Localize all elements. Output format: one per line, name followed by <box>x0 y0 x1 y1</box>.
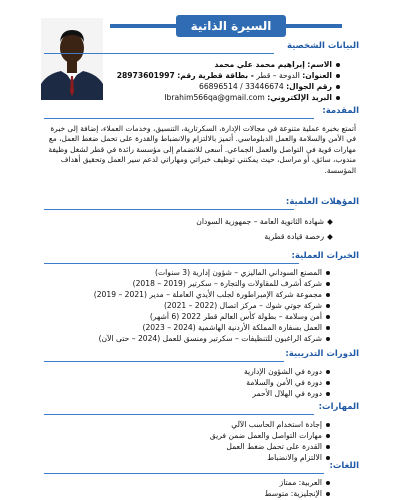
skills-item: القدرة على تحمل ضغط العمل <box>226 442 330 452</box>
title-banner <box>110 15 342 39</box>
experience-item: شركة جوتي شوك – مركز اتصال (2022 – 2021) <box>164 301 330 311</box>
section-intro <box>44 107 359 119</box>
language-item: العربية: ممتاز <box>280 478 330 488</box>
section-languages <box>44 462 359 474</box>
personal-name-row: الاسم: إبراهيم محمد علي محمد <box>215 60 340 70</box>
section-divider <box>44 118 314 119</box>
bullet-icon <box>326 271 330 275</box>
section-education <box>44 198 359 210</box>
personal-mobile-row: رقم الجوال: 33446674 / 66896514 <box>199 82 340 92</box>
skills-item: إجادة استخدام الحاسب الآلي <box>231 420 330 430</box>
training-item: دورة في الهلال الأحمر <box>252 389 330 399</box>
section-title: المؤهلات العلمية: <box>285 197 359 207</box>
experience-item: شركة أشرف للمقاولات والتجارة – سكرتير (2019 – 2018) <box>133 279 330 289</box>
bullet-icon <box>326 392 330 396</box>
training-item: دورة في الأمن والسلامة <box>246 378 330 388</box>
bullet-icon <box>336 85 340 89</box>
bullet-icon <box>326 293 330 297</box>
section-divider <box>44 414 314 415</box>
bullet-icon <box>326 304 330 308</box>
bullet-icon <box>326 282 330 286</box>
experience-item: أمن وسلامة – بطولة كأس العالم قطر 2022 (6 أشهر) <box>150 312 330 322</box>
bullet-icon <box>326 423 330 427</box>
education-item: رخصة قيادة قطرية <box>264 232 332 242</box>
training-item: دورة في الشؤون الإدارية <box>244 367 330 377</box>
bullet-icon <box>326 492 330 496</box>
section-title: اللغات: <box>329 461 359 471</box>
bullet-icon <box>336 74 340 78</box>
section-title: المهارات: <box>318 402 359 412</box>
section-title: الدورات التدريبية: <box>285 349 359 359</box>
bullet-icon <box>326 315 330 319</box>
section-skills <box>44 403 359 415</box>
section-title: الخبرات العملية: <box>291 251 359 261</box>
bullet-icon <box>326 434 330 438</box>
profile-photo <box>41 18 103 100</box>
skills-item: الالتزام والانضباط <box>267 453 330 463</box>
person-portrait-icon <box>41 18 103 100</box>
personal-email-row: البريد الإلكتروني: Ibrahim566qa@gmail.com <box>164 93 340 103</box>
page-title: السيرة الذاتية <box>176 15 286 37</box>
experience-item: مجموعة شركة الإمبراطورة لجلب الأيدي العاملة – مدير (2021 – 2019) <box>94 290 330 300</box>
bullet-icon <box>326 370 330 374</box>
personal-address-row: العنوان: الدوحة – قطر - بطاقة قطرية رقم: 28973601997 <box>117 71 340 81</box>
experience-item: المصنع السوداني الماليزي – شؤون إدارية (3 سنوات) <box>155 268 330 278</box>
education-item: شهادة الثانوية العامة – جمهورية السودان <box>196 217 332 227</box>
section-divider <box>44 361 284 362</box>
bullet-icon <box>326 445 330 449</box>
bullet-icon <box>327 234 333 240</box>
section-divider <box>44 263 299 264</box>
bullet-icon <box>326 337 330 341</box>
bullet-icon <box>327 219 333 225</box>
experience-item: شركة الراغبون للتنظيفات – سكرتير ومنسق للعمل (2024 – حتى الآن) <box>99 334 330 344</box>
skills-item: مهارات التواصل والعمل ضمن فريق <box>210 431 330 441</box>
section-title: المقدمة: <box>322 106 359 116</box>
section-personal <box>44 42 359 54</box>
bullet-icon <box>336 63 340 67</box>
experience-item: العمل بسفارة المملكة الأردنية الهاشمية (2024 – 2023) <box>143 323 331 333</box>
section-title: البيانات الشخصية <box>286 41 359 51</box>
section-training <box>44 350 359 362</box>
section-experience <box>44 252 359 264</box>
language-item: الإنجليزية: متوسط <box>265 489 330 499</box>
bullet-icon <box>326 381 330 385</box>
bullet-icon <box>326 481 330 485</box>
bullet-icon <box>336 96 340 100</box>
bullet-icon <box>326 456 330 460</box>
section-divider <box>44 473 324 474</box>
intro-paragraph: أتمتع بخبرة عملية متنوعة في مجالات الإدارة، السكرتارية، التنسيق، وخدمات العملاء، إضافة إلى خبرة في الأمن والسلامة والعمل الدبلوماسي. أتميز بالالتزام والانضباط والقدرة على تحمل ضغط العمل، مع مهارات قوية في التواصل والعمل الجماعي. أسعى للانضمام إلى مؤسسة رائدة في قطر لشغل وظيفة مندوب، سائق، أو مراسل، حيث يمكنني توظيف خبراتي ومهاراتي لدعم سير العمل وتحقيق أهداف المؤسسة. <box>48 124 356 175</box>
section-divider <box>44 53 274 54</box>
section-divider <box>44 209 294 210</box>
bullet-icon <box>326 326 330 330</box>
